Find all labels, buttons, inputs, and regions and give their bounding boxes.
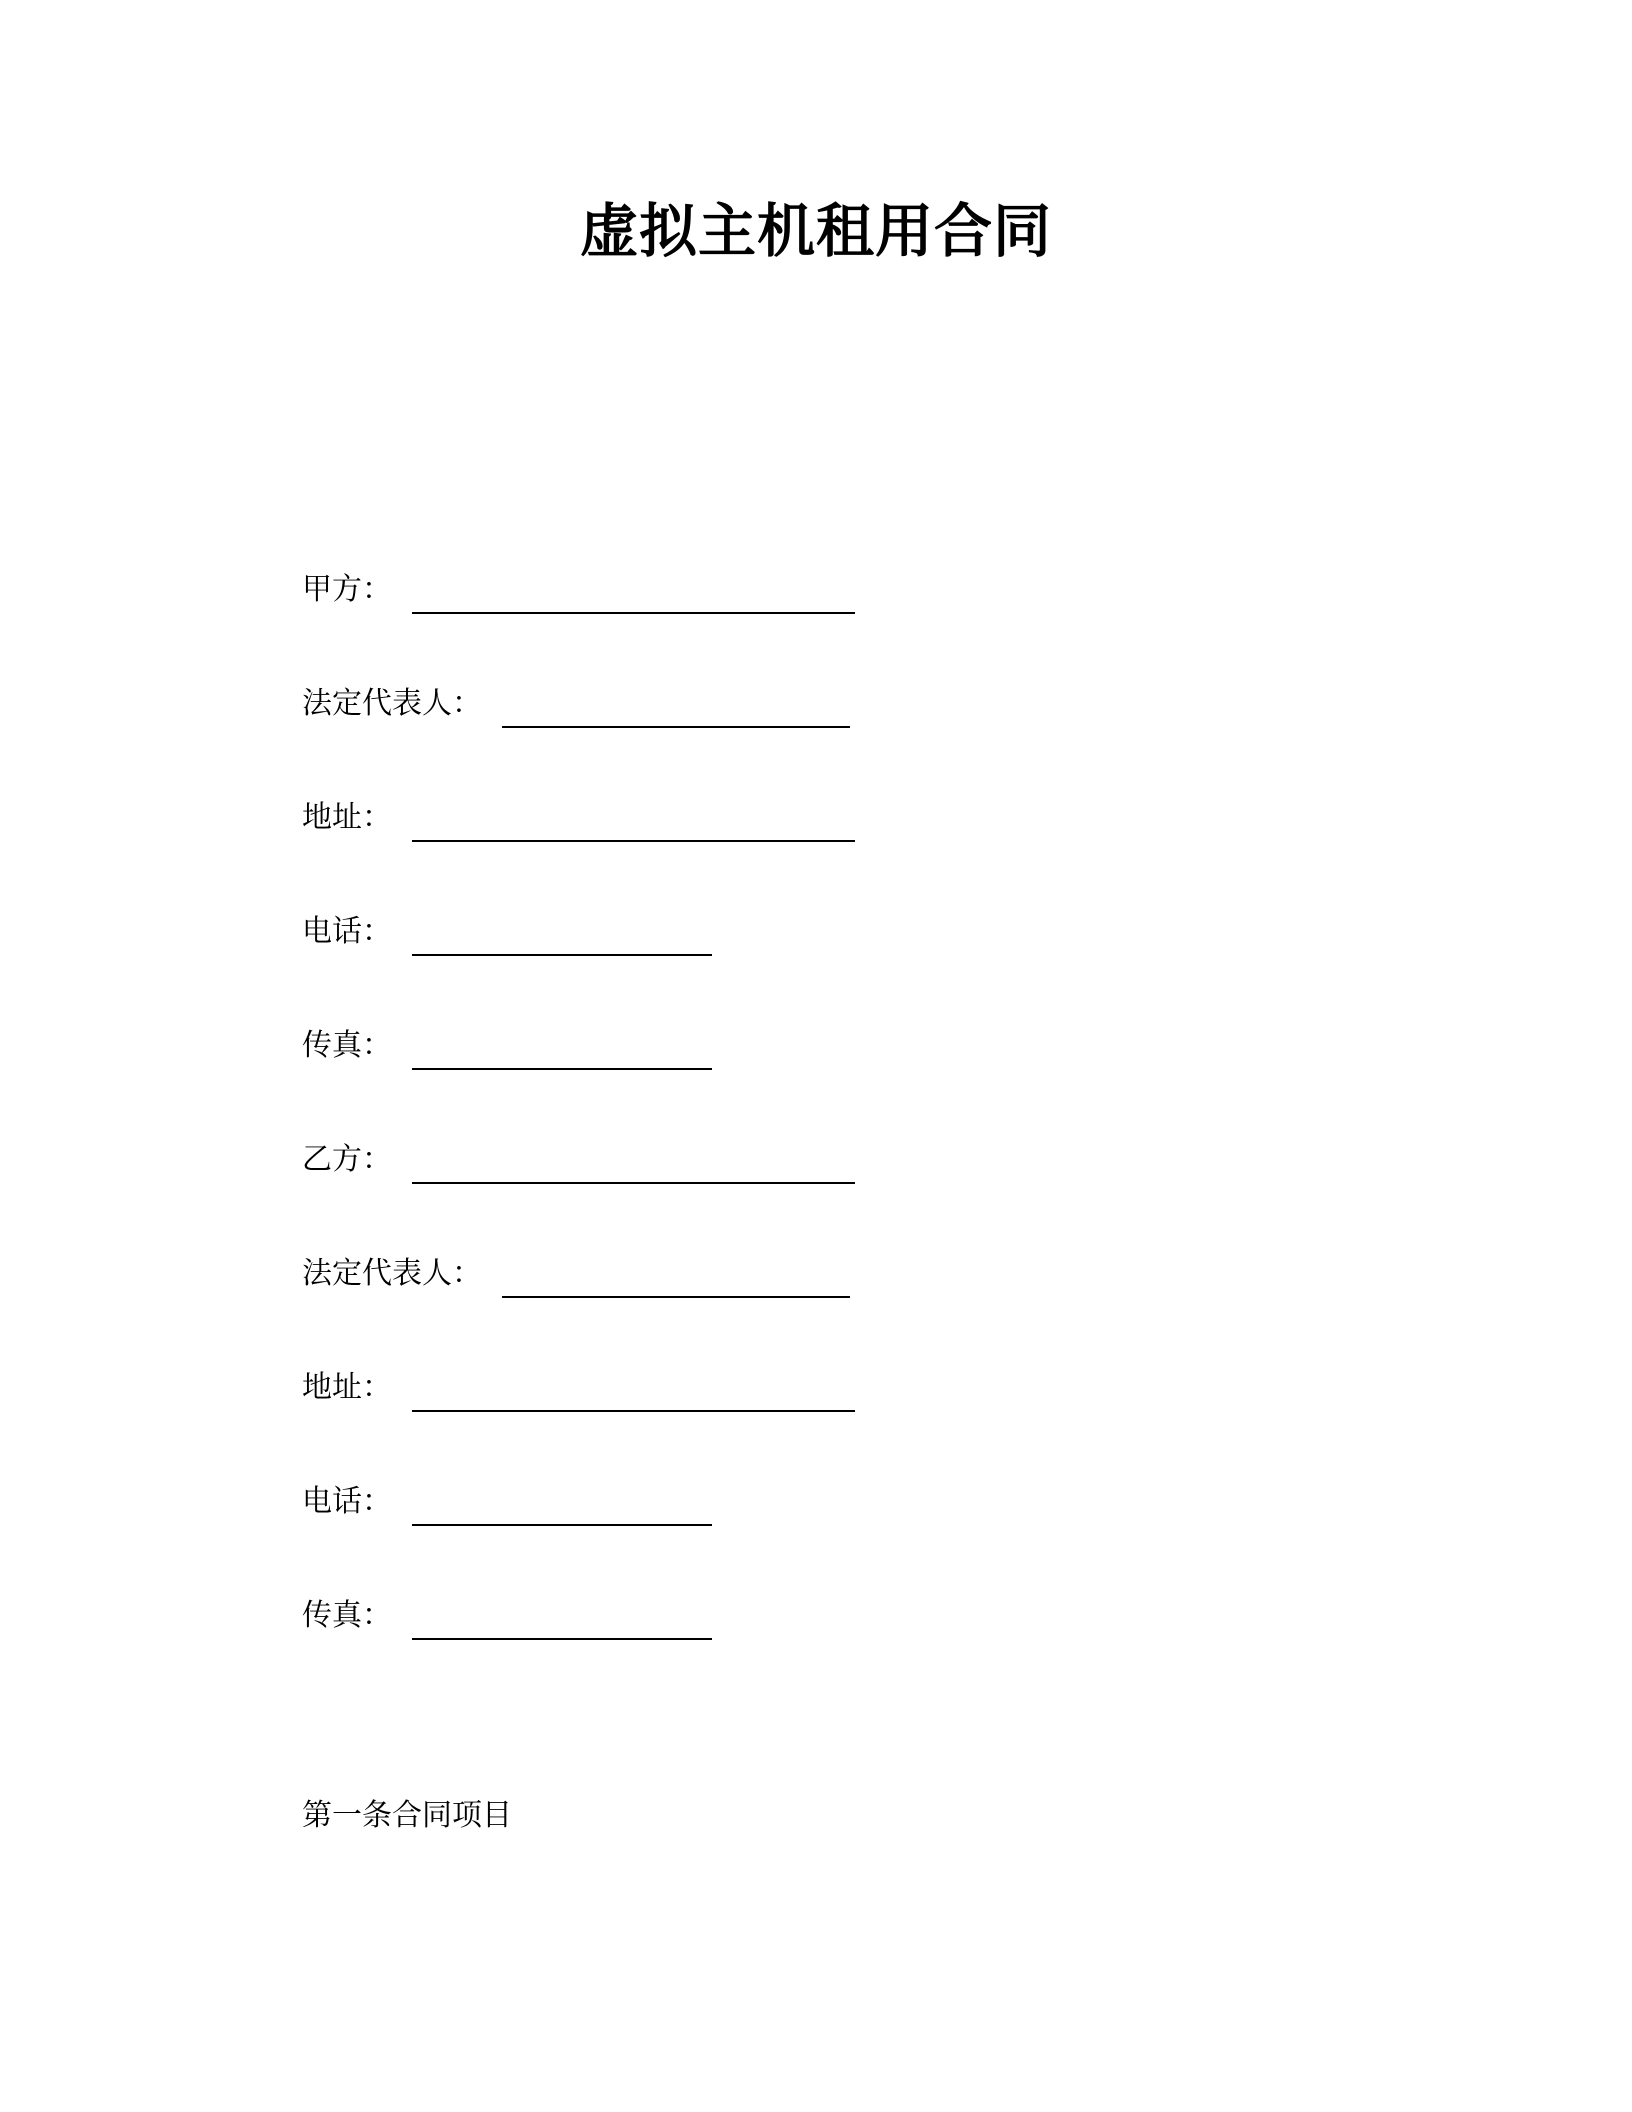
party-a-address-label: 地址： [302, 800, 392, 835]
party-b-representative-label: 法定代表人： [302, 1256, 482, 1291]
party-b-representative-field [302, 1250, 850, 1294]
party-a-name-blank[interactable] [412, 612, 855, 614]
party-a-fax-label: 传真： [302, 1028, 392, 1063]
party-b-fax-label: 传真： [302, 1598, 392, 1633]
party-a-representative-blank[interactable] [502, 726, 850, 728]
party-a-representative-label: 法定代表人： [302, 686, 482, 721]
party-b-fax-field [302, 1592, 712, 1636]
party-b-address-label: 地址： [302, 1370, 392, 1405]
party-a-address-blank[interactable] [412, 840, 855, 842]
party-a-representative-field [302, 680, 850, 724]
party-b-fax-blank[interactable] [412, 1638, 712, 1640]
party-b-address-field [302, 1364, 855, 1408]
party-b-phone-blank[interactable] [412, 1524, 712, 1526]
party-b-name-label: 乙方： [302, 1142, 392, 1177]
party-b-representative-blank[interactable] [502, 1296, 850, 1298]
party-a-phone-label: 电话： [302, 914, 392, 949]
party-b-address-blank[interactable] [412, 1410, 855, 1412]
party-b-phone-label: 电话： [302, 1484, 392, 1519]
party-a-phone-blank[interactable] [412, 954, 712, 956]
section-1-heading: 第一条合同项目 [302, 1798, 512, 1833]
party-b-name-field [302, 1136, 855, 1180]
document-title: 虚拟主机租用合同 [579, 197, 1052, 265]
party-b-name-blank[interactable] [412, 1182, 855, 1184]
party-b-phone-field [302, 1478, 712, 1522]
party-a-name-label: 甲方： [302, 572, 392, 607]
party-a-fax-field [302, 1022, 712, 1066]
party-a-name-field [302, 566, 855, 610]
party-a-fax-blank[interactable] [412, 1068, 712, 1070]
party-a-address-field [302, 794, 855, 838]
party-a-phone-field [302, 908, 712, 952]
